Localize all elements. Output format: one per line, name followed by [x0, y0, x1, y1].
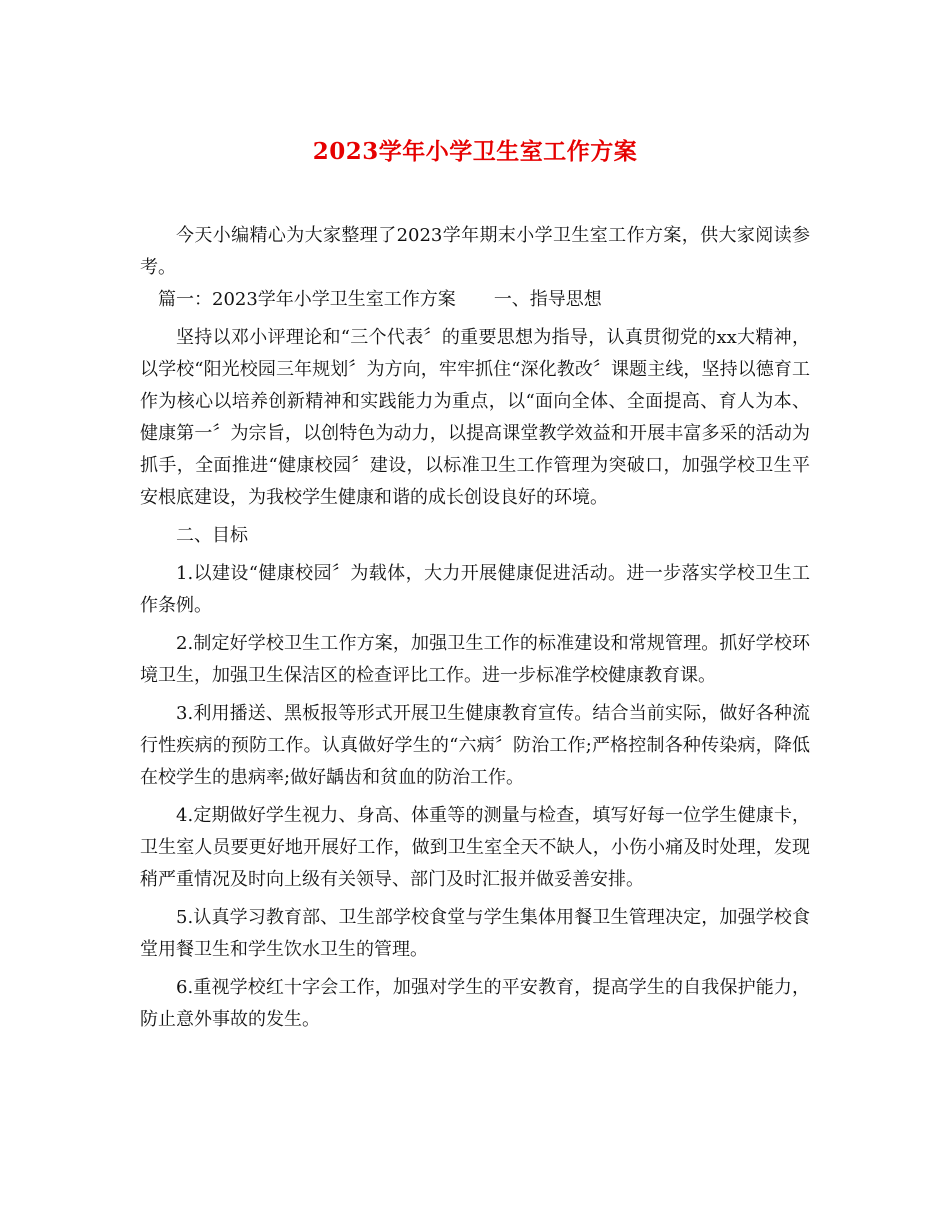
document-title: 2023学年小学卫生室工作方案	[312, 138, 638, 165]
goal-item-4: 4.定期做好学生视力、身高、体重等的测量与检查，填写好每一位学生健康卡，卫生室人员要更好地开展好工作，做到卫生室全天不缺人，小伤小痛及时处理，发现稍严重情况及时向上级有关领导、部门及时汇报并做妥善安排。	[140, 805, 810, 890]
intro-paragraph: 今天小编精心为大家整理了2023学年期末小学卫生室工作方案，供大家阅读参考。	[140, 225, 810, 278]
goal-item-2: 2.制定好学校卫生工作方案，加强卫生工作的标准建设和常规管理。抓好学校环境卫生，加强卫生保洁区的检查评比工作。进一步标准学校健康教育课。	[140, 633, 810, 686]
goal-item-6: 6.重视学校红十字会工作，加强对学生的平安教育，提高学生的自我保护能力，防止意外事故的发生。	[140, 977, 810, 1030]
goal-item-3: 3.利用播送、黑板报等形式开展卫生健康教育宣传。结合当前实际，做好各种流行性疾病的预防工作。认真做好学生的“六病〞防治工作;严格控制各种传染病，降低在校学生的患病率;做好龋齿和贫血的防治工作。	[140, 703, 810, 788]
part-heading-line	[140, 284, 810, 316]
section1-paragraph: 坚持以邓小评理论和“三个代表〞的重要思想为指导，认真贯彻党的xx大精神，以学校“阳光校园三年规划〞为方向，牢牢抓住“深化教改〞课题主线，坚持以德育工作为核心以培养创新精神和实践能力为重点，以“面向全体、全面提高、育人为本、健康第一〞为宗旨，以创特色为动力，以提高课堂教学效益和开展丰富多采的活动为抓手，全面推进“健康校园〞建设，以标准卫生工作管理为突破口，加强学校卫生平安根底建设，为我校学生健康和谐的成长创设良好的环境。	[140, 327, 810, 508]
section2-heading: 二、目标	[176, 525, 248, 546]
document-body	[140, 220, 810, 1042]
goal-item-1: 1.以建设“健康校园〞为载体，大力开展健康促进活动。进一步落实学校卫生工作条例。	[140, 563, 810, 616]
goal-item-5: 5.认真学习教育部、卫生部学校食堂与学生集体用餐卫生管理决定，加强学校食堂用餐卫生和学生饮水卫生的管理。	[140, 907, 810, 960]
section1-heading: 一、指导思想	[493, 289, 602, 310]
part-label: 篇一：2023学年小学卫生室工作方案	[158, 289, 456, 310]
